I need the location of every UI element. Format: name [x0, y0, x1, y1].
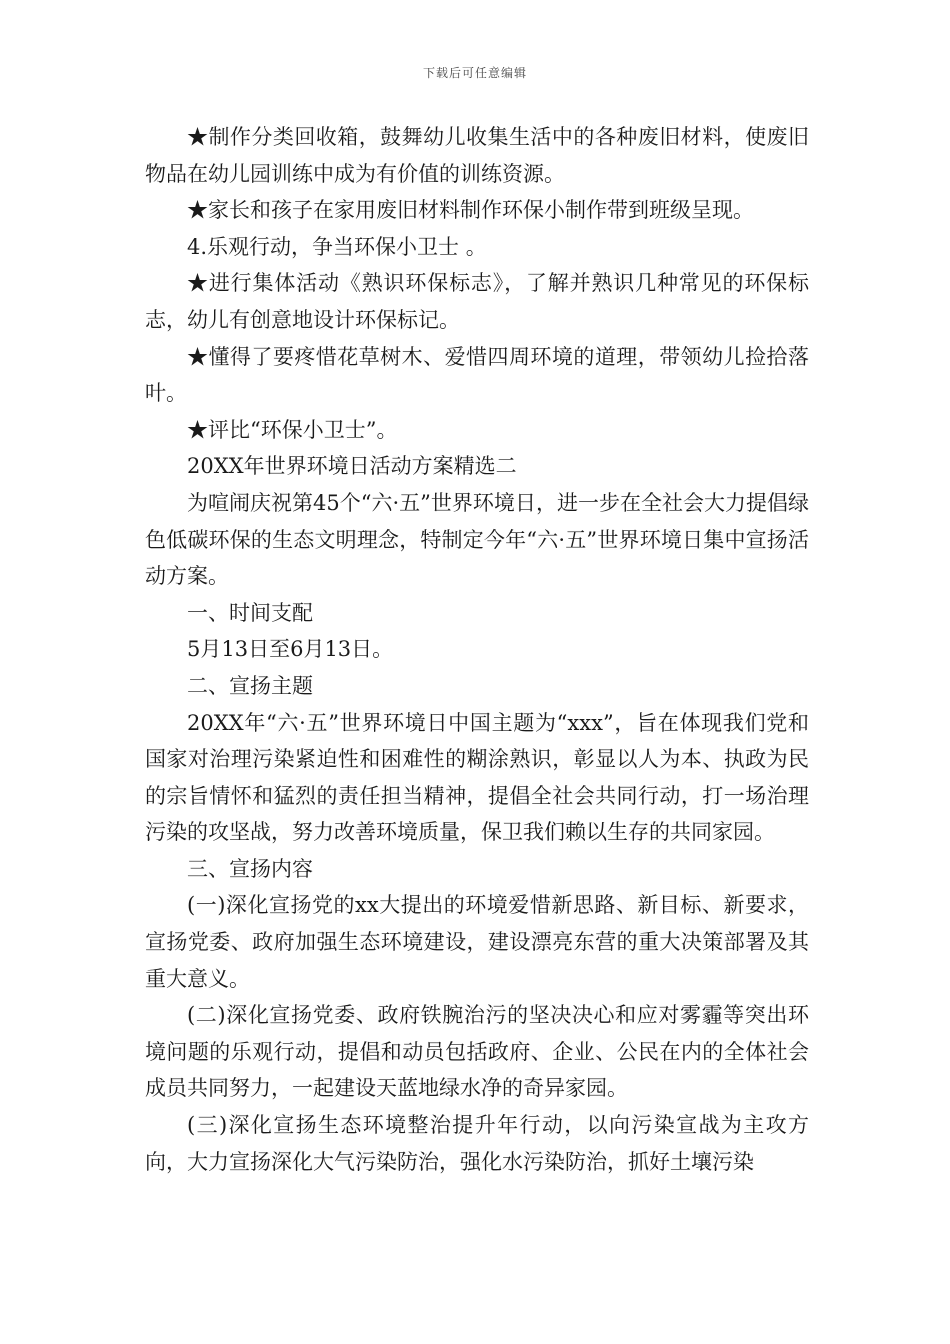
section-heading-guardian: 4.乐观行动，争当环保小卫士 。: [187, 234, 487, 259]
section-heading-content: 三、宣扬内容: [187, 856, 313, 881]
paragraph-theme: 20XX年“六·五”世界环境日中国主题为“xxx”，旨在体现我们党和国家对治理污染紧迫性和困难性的糊涂熟识，彰显以人为本、执政为民的宗旨情怀和猛烈的责任担当精神，提倡全社会共同行动，打一场治理污染的攻坚战，努力改善环境质量，保卫我们赖以生存的共同家园。: [145, 710, 809, 845]
paragraph-cherish-plants: ★懂得了要疼惜花草树木、爱惜四周环境的道理，带领幼儿捡拾落叶。: [145, 344, 809, 406]
page-header: 下载后可任意编辑: [422, 66, 527, 80]
paragraph-content-3: (三)深化宣扬生态环境整治提升年行动，以向污染宣战为主攻方向，大力宣扬深化大气污染防治，强化水污染防治，抓好土壤污染: [145, 1113, 809, 1174]
paragraph-recycle-bins: ★制作分类回收箱，鼓舞幼儿收集生活中的各种废旧材料，使废旧物品在幼儿园训练中成为有价值的训练资源。: [145, 125, 809, 186]
paragraph-intro: 为喧闹庆祝第45个“六·五”世界环境日，进一步在全社会大力提倡绿色低碳环保的生态文明理念，特制定今年“六·五”世界环境日集中宣扬活动方案。: [145, 490, 809, 589]
document-body: [145, 119, 809, 1180]
document-subtitle: 20XX年世界环境日活动方案精选二: [187, 454, 517, 479]
paragraph-content-2: (二)深化宣扬党委、政府铁腕治污的坚决决心和应对雾霾等突出环境问题的乐观行动，提倡和动员包括政府、企业、公民在内的全体社会成员共同努力，一起建设天蓝地绿水净的奇异家园。: [145, 1003, 809, 1101]
paragraph-content-1: (一)深化宣扬党的xx大提出的环境爱惜新思路、新目标、新要求，宣扬党委、政府加强生态环境建设，建设漂亮东营的重大决策部署及其重大意义。: [145, 893, 809, 991]
paragraph-guardian-award: ★评比“环保小卫士”。: [187, 417, 398, 442]
section-heading-time: 一、时间支配: [187, 600, 313, 625]
paragraph-eco-symbols: ★进行集体活动《熟识环保标志》，了解并熟识几种常见的环保标志，幼儿有创意地设计环保标记。: [145, 271, 809, 332]
paragraph-parent-child-crafts: ★家长和孩子在家用废旧材料制作环保小制作带到班级呈现。: [187, 198, 754, 223]
section-heading-theme: 二、宣扬主题: [187, 673, 313, 698]
paragraph-time-range: 5月13日至6月13日。: [187, 637, 394, 662]
